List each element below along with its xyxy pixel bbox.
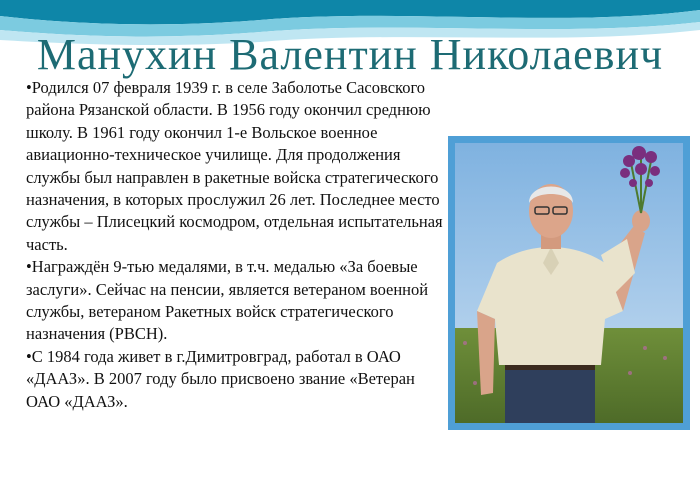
- photo-frame: [448, 136, 690, 430]
- portrait-photo: [455, 143, 683, 423]
- biography-list: [26, 77, 446, 413]
- bullet-dimitrovgrad: •С 1984 года живет в г.Димитровград, работал в ОАО «ДААЗ». В 2007 году было присвоено звание «Ветеран ОАО «ДААЗ».: [26, 346, 415, 411]
- bullet-awards: •Награждён 9-тью медалями, в т.ч. медалью «За боевые заслуги». Сейчас на пенсии, является ветераном военной службы, ветераном Ракетных войск стратегического назначения (РВСН).: [26, 257, 429, 344]
- bullet-birth-education: •Родился 07 февраля 1939 г. в селе Заболотье Сасовского района Рязанской области. В 1956 году окончил среднюю школу. В 1961 году окончил 1-е Вольское военное авиационно-техническое училище. Для продолжения службы был направлен в ракетные войска стратегического назначения, в которых прослужил 26 лет. Последнее место службы – Плисецкий космодром, отдельная испытательная часть.: [26, 78, 443, 254]
- page-title: Манухин Валентин Николаевич: [36, 30, 664, 79]
